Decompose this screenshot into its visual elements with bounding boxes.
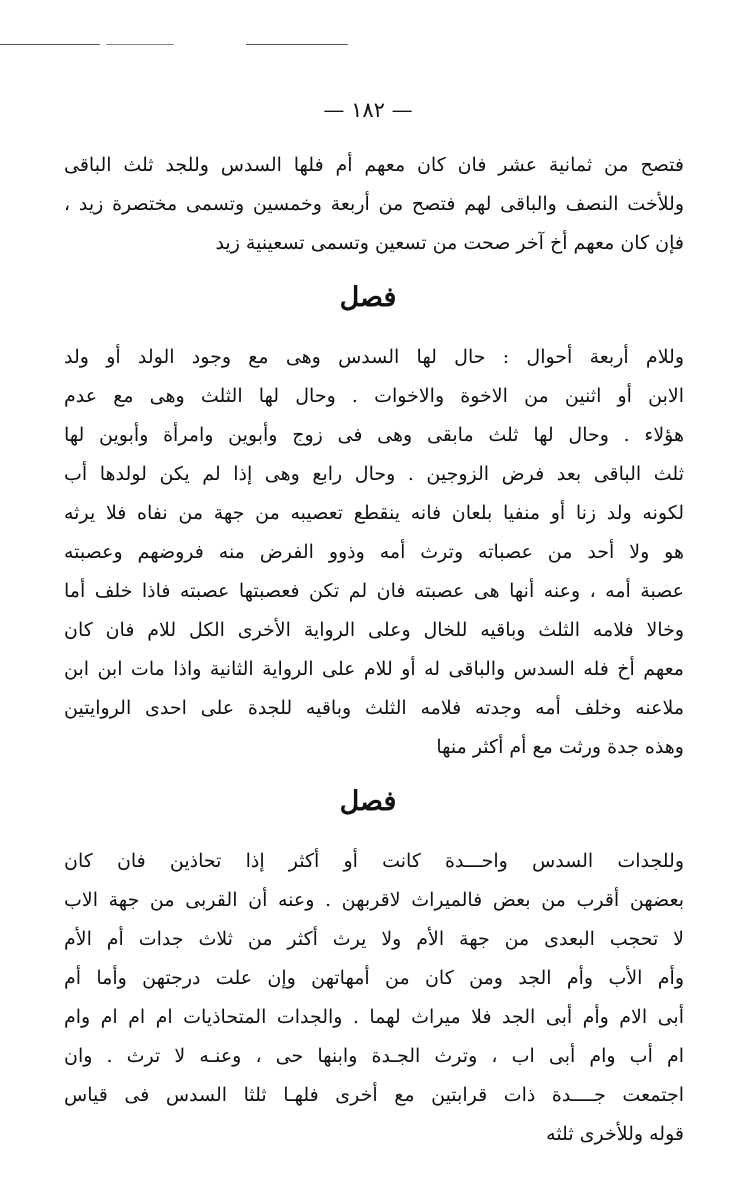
text-line: ام أب وام أبى اب ، وترث الجـدة وابنها حى ، وعنـه لا ترث . وان bbox=[64, 1045, 684, 1067]
text-line: عصبة أمه ، وعنه أنها هى عصبته فان لم تكن فعصبتها عصبته فاذا خلف أما bbox=[64, 580, 684, 602]
text-line: معهم أخ فله السدس والباقى له أو للام على الرواية الثانية واذا مات ابن ابن bbox=[64, 658, 684, 680]
text-line: لا تحجب البعدى من جهة الأم ولا يرث أكثر من ثلاث جدات أم الأم bbox=[64, 928, 684, 950]
page-number: — ١٨٢ — bbox=[323, 98, 413, 122]
text-line: هو ولا أحد من عصباته وترث أمه وذوو الفرض منه فروضهم وعصبته bbox=[64, 541, 684, 563]
text-line: أبى الام وأم أبى الجد فلا ميراث لهما . والجدات المتحاذيات ام ام ام وام bbox=[64, 1006, 684, 1028]
text-line: وللجدات السدس واحـــدة كانت أو أكثر إذا تحاذين فان كان bbox=[64, 850, 684, 872]
text-line: فتصح من ثمانية عشر فان كان معهم أم فلها السدس وللجد ثلث الباقى bbox=[64, 154, 684, 176]
text-line: وللأخت النصف والباقى لهم فتصح من أربعة وخمسين وتسمى مختصرة زيد ، bbox=[64, 193, 684, 215]
text-line: اجتمعت جــــدة ذات قرابتين مع أخرى فلهـا ثلثا السدس فى قياس bbox=[64, 1084, 684, 1106]
text-line: هؤلاء . وحال لها ثلث مابقى وهى فى زوج وأبوين وامرأة وأبوين لها bbox=[64, 424, 684, 446]
paragraph-grandmothers bbox=[64, 842, 684, 1154]
text-line: لكونه ولد زنا أو منفيا بلعان فانه ينقطع تعصيبه من جهة من نفاه فلا يرثه bbox=[64, 502, 684, 524]
text-line: ثلث الباقى بعد فرض الزوجين . وحال رابع وهى إذا لم يكن لولدها أب bbox=[64, 463, 684, 485]
section-heading: فصل bbox=[339, 282, 397, 313]
text-line: وهذه جدة ورثت مع أم أكثر منها bbox=[436, 736, 684, 758]
text-line: وأم الأب وأم الجد ومن كان من أمهاتهن وإن علت درجتهن وأما أم bbox=[64, 967, 684, 989]
text-line: الابن أو اثنين من الاخوة والاخوات . وحال لها الثلث وهى مع عدم bbox=[64, 385, 684, 407]
paragraph-mother-shares bbox=[64, 338, 684, 767]
section-heading: فصل bbox=[339, 786, 397, 817]
top-rule bbox=[246, 44, 348, 45]
text-line: بعضهن أقرب من بعض فالميراث لاقربهن . وعنه أن القربى من جهة الاب bbox=[64, 889, 684, 911]
text-line: قوله وللأخرى ثلثه bbox=[546, 1123, 684, 1145]
top-rule bbox=[106, 44, 174, 45]
text-line: وخالا فلامه الثلث وباقيه للخال وعلى الرواية الأخرى الكل للام فان كان bbox=[64, 619, 684, 641]
text-line: وللام أربعة أحوال : حال لها السدس وهى مع وجود الولد أو ولد bbox=[64, 346, 684, 368]
paragraph-continuation bbox=[64, 146, 684, 263]
text-line: فإن كان معهم أخ آخر صحت من تسعين وتسمى تسعينية زيد bbox=[215, 232, 684, 254]
text-line: ملاعنه وخلف أمه وجدته فلامه الثلث وباقيه للجدة على احدى الروايتين bbox=[64, 697, 684, 719]
top-rule bbox=[0, 44, 100, 45]
